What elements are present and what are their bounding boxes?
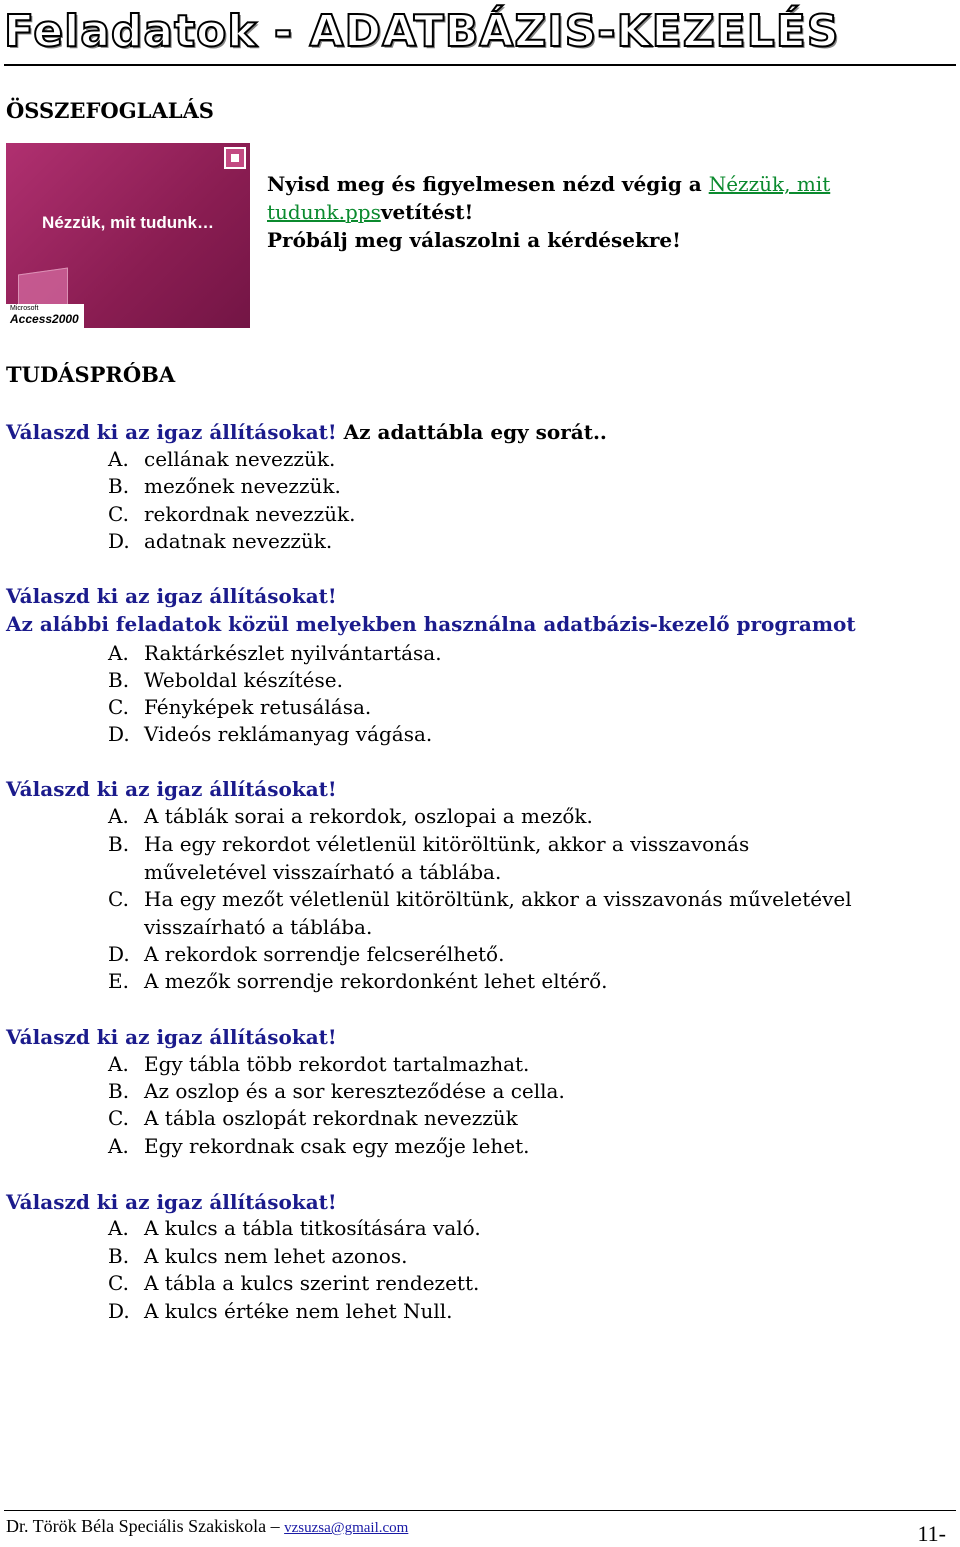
option-letter: A. xyxy=(108,1052,129,1076)
thumbnail-caption: Nézzük, mit tudunk… xyxy=(42,213,214,232)
option-letter: C. xyxy=(108,887,129,911)
option-letter: A. xyxy=(108,447,129,471)
question-2-option[interactable] xyxy=(108,640,442,668)
option-text: Ha egy mezőt véletlenül kitöröltünk, akkor a visszavonás műveletével visszaírható a táblába. xyxy=(144,887,852,939)
question-1-instruction: Válaszd ki az igaz állításokat! xyxy=(6,420,337,444)
option-letter: C. xyxy=(108,1271,129,1295)
option-text: Videós reklámanyag vágása. xyxy=(144,722,433,746)
page-number: 11- xyxy=(917,1521,946,1546)
option-text: adatnak nevezzük. xyxy=(144,529,333,553)
option-letter: D. xyxy=(108,1299,130,1323)
question-2-instruction-text: Válaszd ki az igaz állításokat! xyxy=(6,584,337,608)
option-letter: A. xyxy=(108,1216,129,1240)
footer-email-link[interactable]: vzsuzsa@gmail.com xyxy=(284,1520,409,1536)
question-5-option[interactable] xyxy=(108,1270,479,1298)
intro-text-3: Próbálj meg válaszolni a kérdésekre! xyxy=(267,228,681,252)
option-letter: D. xyxy=(108,942,130,966)
option-text: A kulcs nem lehet azonos. xyxy=(144,1244,408,1268)
question-2-option[interactable] xyxy=(108,694,371,722)
question-1-option[interactable] xyxy=(108,473,341,501)
option-letter: B. xyxy=(108,474,130,498)
option-text: Weboldal készítése. xyxy=(144,668,343,692)
option-letter: C. xyxy=(108,695,129,719)
presentation-thumbnail[interactable] xyxy=(6,143,250,328)
question-2-option[interactable] xyxy=(108,667,343,695)
question-1-text: Az adattábla egy sorát.. xyxy=(336,420,607,444)
option-text: A kulcs értéke nem lehet Null. xyxy=(144,1299,453,1323)
logo-big-text: Access2000 xyxy=(10,312,79,326)
option-letter: A. xyxy=(108,804,129,828)
question-3-option[interactable] xyxy=(108,968,607,996)
option-text: Fényképek retusálása. xyxy=(144,695,372,719)
question-3-option[interactable] xyxy=(108,941,504,969)
option-text: Egy rekordnak csak egy mezője lehet. xyxy=(144,1134,530,1158)
question-3-option[interactable] xyxy=(108,831,844,886)
option-text: Raktárkészlet nyilvántartása. xyxy=(144,641,442,665)
option-letter: B. xyxy=(108,668,130,692)
option-letter: E. xyxy=(108,969,129,993)
presentation-link[interactable]: Nézzük, mit tudunk.pps xyxy=(267,172,831,224)
access-logo xyxy=(6,304,84,328)
option-text: cellának nevezzük. xyxy=(144,447,336,471)
option-text: rekordnak nevezzük. xyxy=(144,502,356,526)
question-5-prompt xyxy=(6,1188,337,1216)
question-4-prompt xyxy=(6,1023,337,1051)
option-letter: C. xyxy=(108,1106,129,1130)
question-2-text: Az alábbi feladatok közül melyekben használna adatbázis-kezelő programot xyxy=(6,612,856,636)
question-1-prompt xyxy=(6,418,607,446)
question-3-option[interactable] xyxy=(108,886,949,941)
intro-instructions xyxy=(267,170,927,254)
option-text: Egy tábla több rekordot tartalmazhat. xyxy=(144,1052,530,1076)
question-4-option[interactable] xyxy=(108,1105,518,1133)
intro-text-1: Nyisd meg és figyelmesen nézd végig a xyxy=(267,172,709,196)
page-header xyxy=(4,4,956,66)
question-4-option[interactable] xyxy=(108,1078,565,1106)
question-2-option[interactable] xyxy=(108,721,432,749)
option-letter: B. xyxy=(108,1244,130,1268)
option-letter: D. xyxy=(108,529,130,553)
slide-icon xyxy=(224,147,246,169)
footer xyxy=(6,1516,408,1537)
question-4-option[interactable] xyxy=(108,1051,529,1079)
option-text: A mezők sorrendje rekordonként lehet eltérő. xyxy=(144,969,608,993)
option-text: A tábla oszlopát rekordnak nevezzük xyxy=(144,1106,518,1130)
option-text: A tábla a kulcs szerint rendezett. xyxy=(144,1271,480,1295)
option-text: A táblák sorai a rekordok, oszlopai a mezők. xyxy=(144,804,593,828)
question-1-option[interactable] xyxy=(108,446,335,474)
question-3-text: Válaszd ki az igaz állításokat! xyxy=(6,777,337,801)
question-3-prompt xyxy=(6,775,337,803)
question-2-instruction xyxy=(6,582,337,610)
question-5-option[interactable] xyxy=(108,1215,481,1243)
option-letter: C. xyxy=(108,502,129,526)
option-text: mezőnek nevezzük. xyxy=(144,474,341,498)
question-3-option[interactable] xyxy=(108,803,593,831)
question-1-option[interactable] xyxy=(108,501,355,529)
option-text: A rekordok sorrendje felcserélhető. xyxy=(144,942,505,966)
question-5-option[interactable] xyxy=(108,1243,407,1271)
option-letter: D. xyxy=(108,722,130,746)
header-divider xyxy=(4,64,956,66)
question-2-prompt xyxy=(6,610,856,638)
question-4-option[interactable] xyxy=(108,1133,530,1161)
option-letter: A. xyxy=(108,1134,129,1158)
question-5-text: Válaszd ki az igaz állításokat! xyxy=(6,1190,337,1214)
option-letter: B. xyxy=(108,1079,130,1103)
question-5-option[interactable] xyxy=(108,1298,453,1326)
question-4-text: Válaszd ki az igaz állításokat! xyxy=(6,1025,337,1049)
option-letter: A. xyxy=(108,641,129,665)
page-title: Feladatok - ADATBÁZIS-KEZELÉS xyxy=(4,6,840,57)
summary-heading: ÖSSZEFOGLALÁS xyxy=(6,98,214,123)
question-1-option[interactable] xyxy=(108,528,332,556)
intro-text-2: vetítést! xyxy=(380,200,474,224)
quiz-heading: TUDÁSPRÓBA xyxy=(6,362,176,387)
footer-divider xyxy=(4,1510,956,1511)
option-text: Az oszlop és a sor kereszteződése a cella. xyxy=(144,1079,565,1103)
option-text: Ha egy rekordot véletlenül kitöröltünk, akkor a visszavonás műveletével visszaírható a táblába. xyxy=(144,832,750,884)
option-letter: B. xyxy=(108,832,130,856)
option-text: A kulcs a tábla titkosítására való. xyxy=(144,1216,481,1240)
logo-small-text: Microsoft xyxy=(10,305,39,312)
footer-author: Dr. Török Béla Speciális Szakiskola – xyxy=(6,1516,285,1536)
